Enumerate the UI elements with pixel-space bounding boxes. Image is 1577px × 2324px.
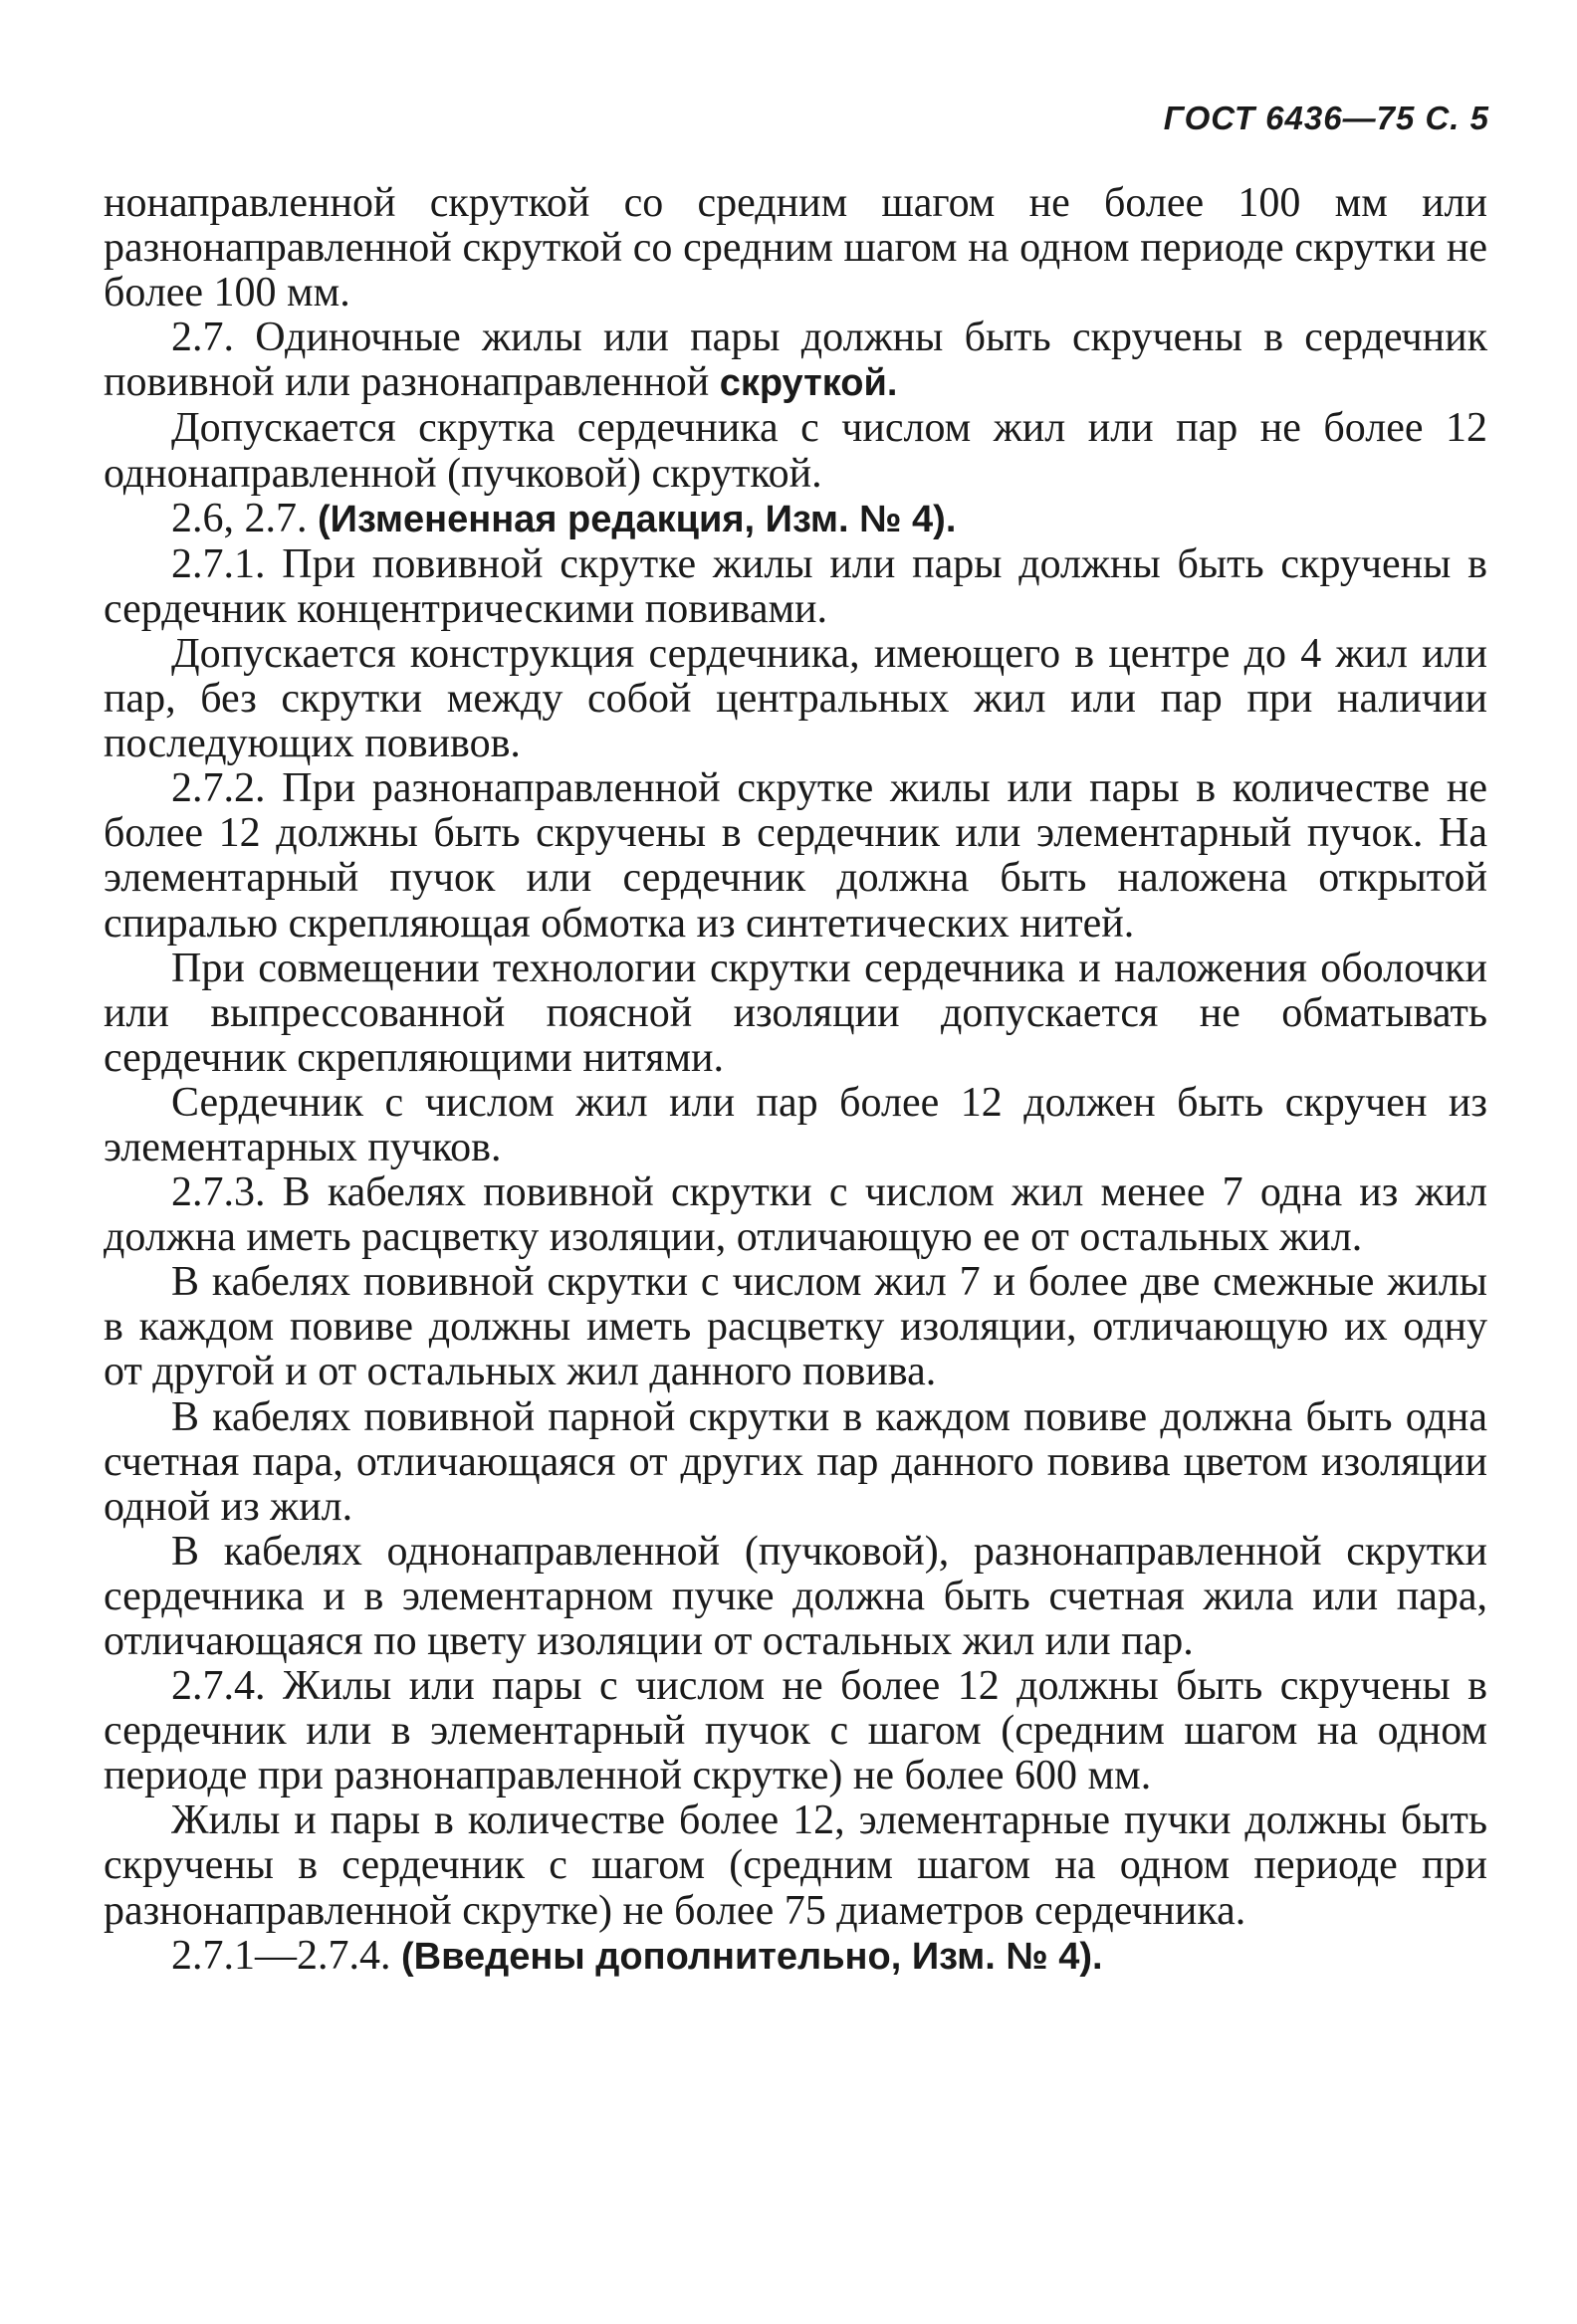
paragraph-text: При совмещении технологии скрутки сердечника и наложения оболочки или выпрессованной поясной изоляции допускается не обматывать сердечник скрепляющими нитями. bbox=[104, 945, 1487, 1081]
paragraph-2-7 bbox=[104, 316, 1487, 406]
paragraph bbox=[104, 1530, 1487, 1664]
paragraph-text: 2.7.3. В кабелях повивной скрутки с числом жил менее 7 одна из жил должна иметь расцветку изоляции, отличающую ее от остальных жил. bbox=[104, 1169, 1487, 1261]
paragraph-text: 2.6, 2.7. bbox=[171, 495, 318, 541]
paragraph-text: 2.7.1. При повивной скрутке жилы или пары должны быть скручены в сердечник концентрическими повивами. bbox=[104, 540, 1487, 632]
paragraph-text: нонаправленной скруткой со средним шагом не более 100 мм или разнонаправленной скруткой со средним шагом на одном периоде скрутки не более 100 мм. bbox=[104, 180, 1487, 317]
paragraph bbox=[104, 947, 1487, 1081]
paragraph-bold-text: скруткой. bbox=[719, 362, 898, 405]
paragraph-continuation bbox=[104, 181, 1487, 316]
paragraph-text: 2.7.1—2.7.4. bbox=[171, 1932, 401, 1979]
paragraph-text: В кабелях повивной парной скрутки в каждом повиве должна быть одна счетная пара, отличающаяся от других пар данного повива цветом изоляции одной из жил. bbox=[104, 1393, 1487, 1530]
paragraph bbox=[104, 1798, 1487, 1933]
paragraph bbox=[104, 1260, 1487, 1394]
document-body bbox=[104, 181, 1487, 1980]
paragraph-2-7-1 bbox=[104, 542, 1487, 632]
amendment-note-bold: (Введены дополнительно, Изм. № 4). bbox=[401, 1935, 1103, 1978]
paragraph-text: Сердечник с числом жил или пар более 12 должен быть скручен из элементарных пучков. bbox=[104, 1079, 1487, 1170]
paragraph-amendment-note bbox=[104, 1934, 1487, 1980]
paragraph-text: 2.7.4. Жилы или пары с числом не более 12 должны быть скручены в сердечник или в элементарный пучок с шагом (средним шагом на одном периоде при разнонаправленной скрутке) не более 600 мм. bbox=[104, 1663, 1487, 1799]
paragraph-text: 2.7. Одиночные жилы или пары должны быть скручены в сердечник повивной или разнонаправленной bbox=[104, 315, 1487, 406]
paragraph bbox=[104, 632, 1487, 766]
paragraph-text: Жилы и пары в количестве более 12, элементарные пучки должны быть скручены в сердечник с шагом (средним шагом на одном периоде при разнонаправленной скрутке) не более 75 диаметров сердечника. bbox=[104, 1797, 1487, 1934]
paragraph-text: 2.7.2. При разнонаправленной скрутке жилы или пары в количестве не более 12 должны быть скручены в сердечник или элементарный пучок. На элементарный пучок или сердечник должна быть наложена открытой спиралью скрепляющая обмотка из синтетических нитей. bbox=[104, 765, 1487, 947]
paragraph-2-7-4 bbox=[104, 1664, 1487, 1798]
paragraph-2-7-3 bbox=[104, 1170, 1487, 1260]
page-header: ГОСТ 6436—75 С. 5 bbox=[1163, 100, 1489, 136]
paragraph-text: В кабелях повивной скрутки с числом жил 7 и более две смежные жилы в каждом повиве должны иметь расцветку изоляции, отличающую их одну от другой и от остальных жил данного повива. bbox=[104, 1259, 1487, 1395]
revision-note-bold: (Измененная редакция, Изм. № 4). bbox=[318, 498, 957, 540]
paragraph-2-7-2 bbox=[104, 766, 1487, 946]
paragraph bbox=[104, 406, 1487, 496]
paragraph-text: В кабелях однонаправленной (пучковой), разнонаправленной скрутки сердечника и в элементарном пучке должна быть счетная жила или пара, отличающаяся по цвету изоляции от остальных жил или пар. bbox=[104, 1528, 1487, 1664]
paragraph bbox=[104, 1395, 1487, 1530]
paragraph-revision-note bbox=[104, 497, 1487, 542]
paragraph-text: Допускается скрутка сердечника с числом жил или пар не более 12 однонаправленной (пучковой) скруткой. bbox=[104, 405, 1487, 497]
paragraph bbox=[104, 1081, 1487, 1170]
paragraph-text: Допускается конструкция сердечника, имеющего в центре до 4 жил или пар, без скрутки между собой центральных жил или пар при наличии последующих повивов. bbox=[104, 630, 1487, 767]
